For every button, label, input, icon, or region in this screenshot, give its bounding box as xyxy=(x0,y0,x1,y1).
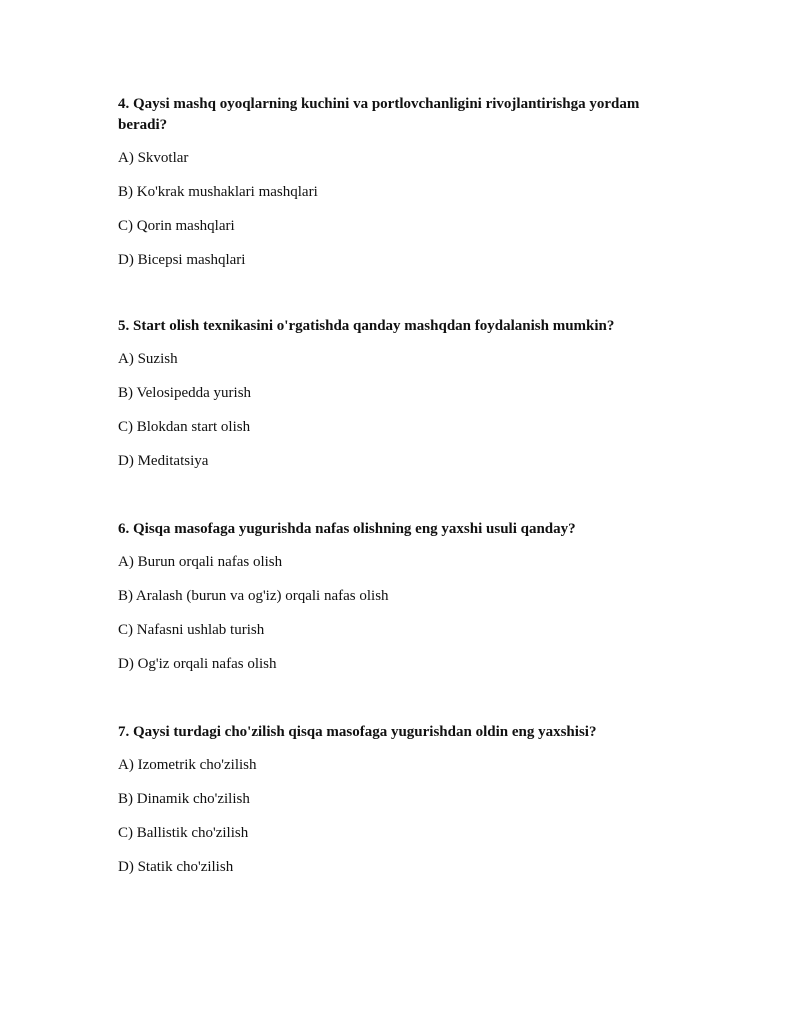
option-d: D) Statik cho'zilish xyxy=(118,859,234,875)
option-d: D) Bicepsi mashqlari xyxy=(118,252,246,268)
option-b: B) Aralash (burun va og'iz) orqali nafas olish xyxy=(118,588,389,604)
option-b: B) Ko'krak mushaklari mashqlari xyxy=(118,184,318,200)
option-c: C) Qorin mashqlari xyxy=(118,218,235,234)
option-a: A) Izometrik cho'zilish xyxy=(118,757,257,773)
question-title: 5. Start olish texnikasini o'rgatishda qanday mashqdan foydalanish mumkin? xyxy=(118,318,615,334)
option-c: C) Nafasni ushlab turish xyxy=(118,622,265,638)
option-b: B) Velosipedda yurish xyxy=(118,385,252,401)
option-d: D) Og'iz orqali nafas olish xyxy=(118,656,277,672)
question-7 xyxy=(118,722,688,876)
question-title: 6. Qisqa masofaga yugurishda nafas olishning eng yaxshi usuli qanday? xyxy=(118,521,576,537)
question-5 xyxy=(118,316,688,470)
option-b: B) Dinamik cho'zilish xyxy=(118,791,250,807)
question-4 xyxy=(118,94,688,269)
option-c: C) Ballistik cho'zilish xyxy=(118,825,249,841)
question-6 xyxy=(118,519,688,673)
option-a: A) Burun orqali nafas olish xyxy=(118,554,283,570)
option-c: C) Blokdan start olish xyxy=(118,419,251,435)
option-d: D) Meditatsiya xyxy=(118,453,209,469)
question-title: 4. Qaysi mashq oyoqlarning kuchini va portlovchanligini rivojlantirishga yordam beradi? xyxy=(118,96,640,133)
option-a: A) Skvotlar xyxy=(118,150,189,166)
option-a: A) Suzish xyxy=(118,351,178,367)
question-title: 7. Qaysi turdagi cho'zilish qisqa masofaga yugurishdan oldin eng yaxshisi? xyxy=(118,724,597,740)
